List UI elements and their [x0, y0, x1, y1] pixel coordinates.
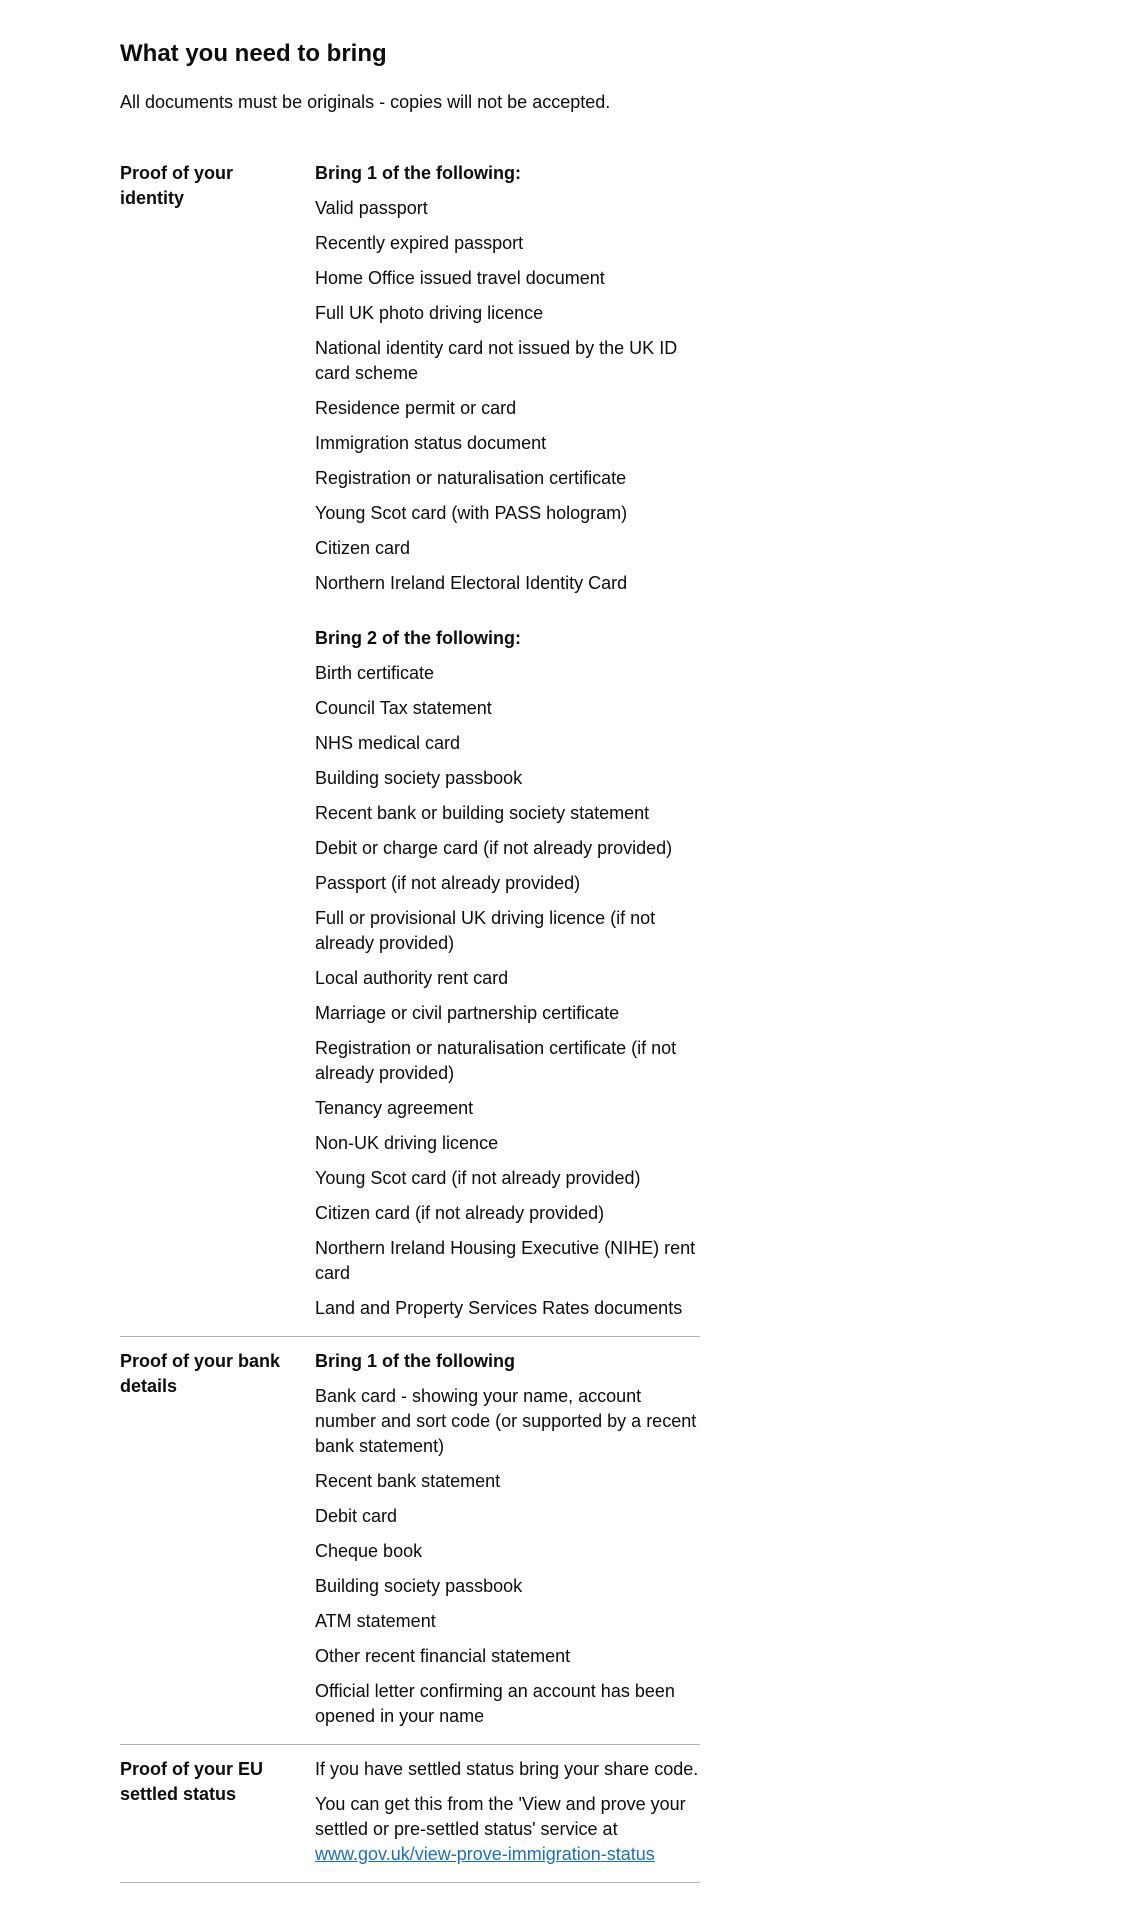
group-heading: Bring 2 of the following:: [315, 627, 521, 648]
share-code-link[interactable]: www.gov.uk/view-prove-immigration-status: [315, 1843, 655, 1864]
table-row: [120, 1336, 700, 1744]
row-content: [315, 149, 700, 1337]
document-item: Full or provisional UK driving licence (if not already provided): [315, 907, 656, 953]
row-header: Proof of your identity: [120, 162, 233, 208]
row-header: Proof of your EU settled status: [120, 1758, 263, 1804]
row-header: Proof of your bank details: [120, 1350, 281, 1396]
document-item: Bank card - showing your name, account number and sort code (or supported by a recent bank statement): [315, 1385, 697, 1456]
document-item: Citizen card: [315, 537, 411, 558]
document-item: Home Office issued travel document: [315, 267, 605, 288]
document-item: Cheque book: [315, 1540, 423, 1561]
paragraph-text: If you have settled status bring your share code.: [315, 1758, 699, 1779]
row-content: [315, 1336, 700, 1744]
document-item: Debit or charge card (if not already provided): [315, 837, 673, 858]
table-row: [120, 149, 700, 1337]
document-item: Local authority rent card: [315, 967, 509, 988]
document-item: Citizen card (if not already provided): [315, 1202, 605, 1223]
document-item: Land and Property Services Rates documents: [315, 1297, 683, 1318]
row-paragraph: [315, 1757, 700, 1782]
document-item: Birth certificate: [315, 662, 435, 683]
group-heading: Bring 1 of the following:: [315, 162, 521, 183]
document-item: Other recent financial statement: [315, 1645, 571, 1666]
paragraph-text: You can get this from the 'View and prove your settled or pre-settled status' service at: [315, 1793, 686, 1839]
document-item: Recent bank or building society statement: [315, 802, 650, 823]
document-item: Residence permit or card: [315, 397, 517, 418]
row-content: [315, 1744, 700, 1882]
document-item: Valid passport: [315, 197, 428, 218]
group-heading: Bring 1 of the following: [315, 1350, 515, 1371]
document-item: Non-UK driving licence: [315, 1132, 499, 1153]
document-item: Building society passbook: [315, 1575, 523, 1596]
document-item: National identity card not issued by the UK ID card scheme: [315, 337, 678, 383]
document-item: Council Tax statement: [315, 697, 492, 718]
document-item: Recent bank statement: [315, 1470, 501, 1491]
document-item: Full UK photo driving licence: [315, 302, 544, 323]
document-group: [315, 1349, 700, 1729]
document-item: Recently expired passport: [315, 232, 524, 253]
document-item: Northern Ireland Housing Executive (NIHE) rent card: [315, 1237, 696, 1283]
document-item: Immigration status document: [315, 432, 547, 453]
intro-text: All documents must be originals - copies will not be accepted.: [120, 91, 611, 112]
document-group: [315, 161, 700, 596]
document-item: Northern Ireland Electoral Identity Card: [315, 572, 628, 593]
documents-table: [120, 149, 700, 1883]
document-item: Debit card: [315, 1505, 398, 1526]
document-item: Marriage or civil partnership certificate: [315, 1002, 620, 1023]
document-group: [315, 626, 700, 1321]
document-item: Registration or naturalisation certificate: [315, 467, 627, 488]
document-item: Tenancy agreement: [315, 1097, 474, 1118]
document-item: Building society passbook: [315, 767, 523, 788]
page-title: What you need to bring: [120, 40, 387, 67]
document-item: Registration or naturalisation certificate (if not already provided): [315, 1037, 677, 1083]
table-row: [120, 1744, 700, 1882]
row-paragraph: [315, 1792, 700, 1867]
document-item: NHS medical card: [315, 732, 461, 753]
document-item: Passport (if not already provided): [315, 872, 581, 893]
document-item: Young Scot card (with PASS hologram): [315, 502, 628, 523]
document-item: Young Scot card (if not already provided): [315, 1167, 641, 1188]
documents-table-body: [120, 149, 700, 1883]
document-item: ATM statement: [315, 1610, 436, 1631]
document-item: Official letter confirming an account has been opened in your name: [315, 1680, 675, 1726]
